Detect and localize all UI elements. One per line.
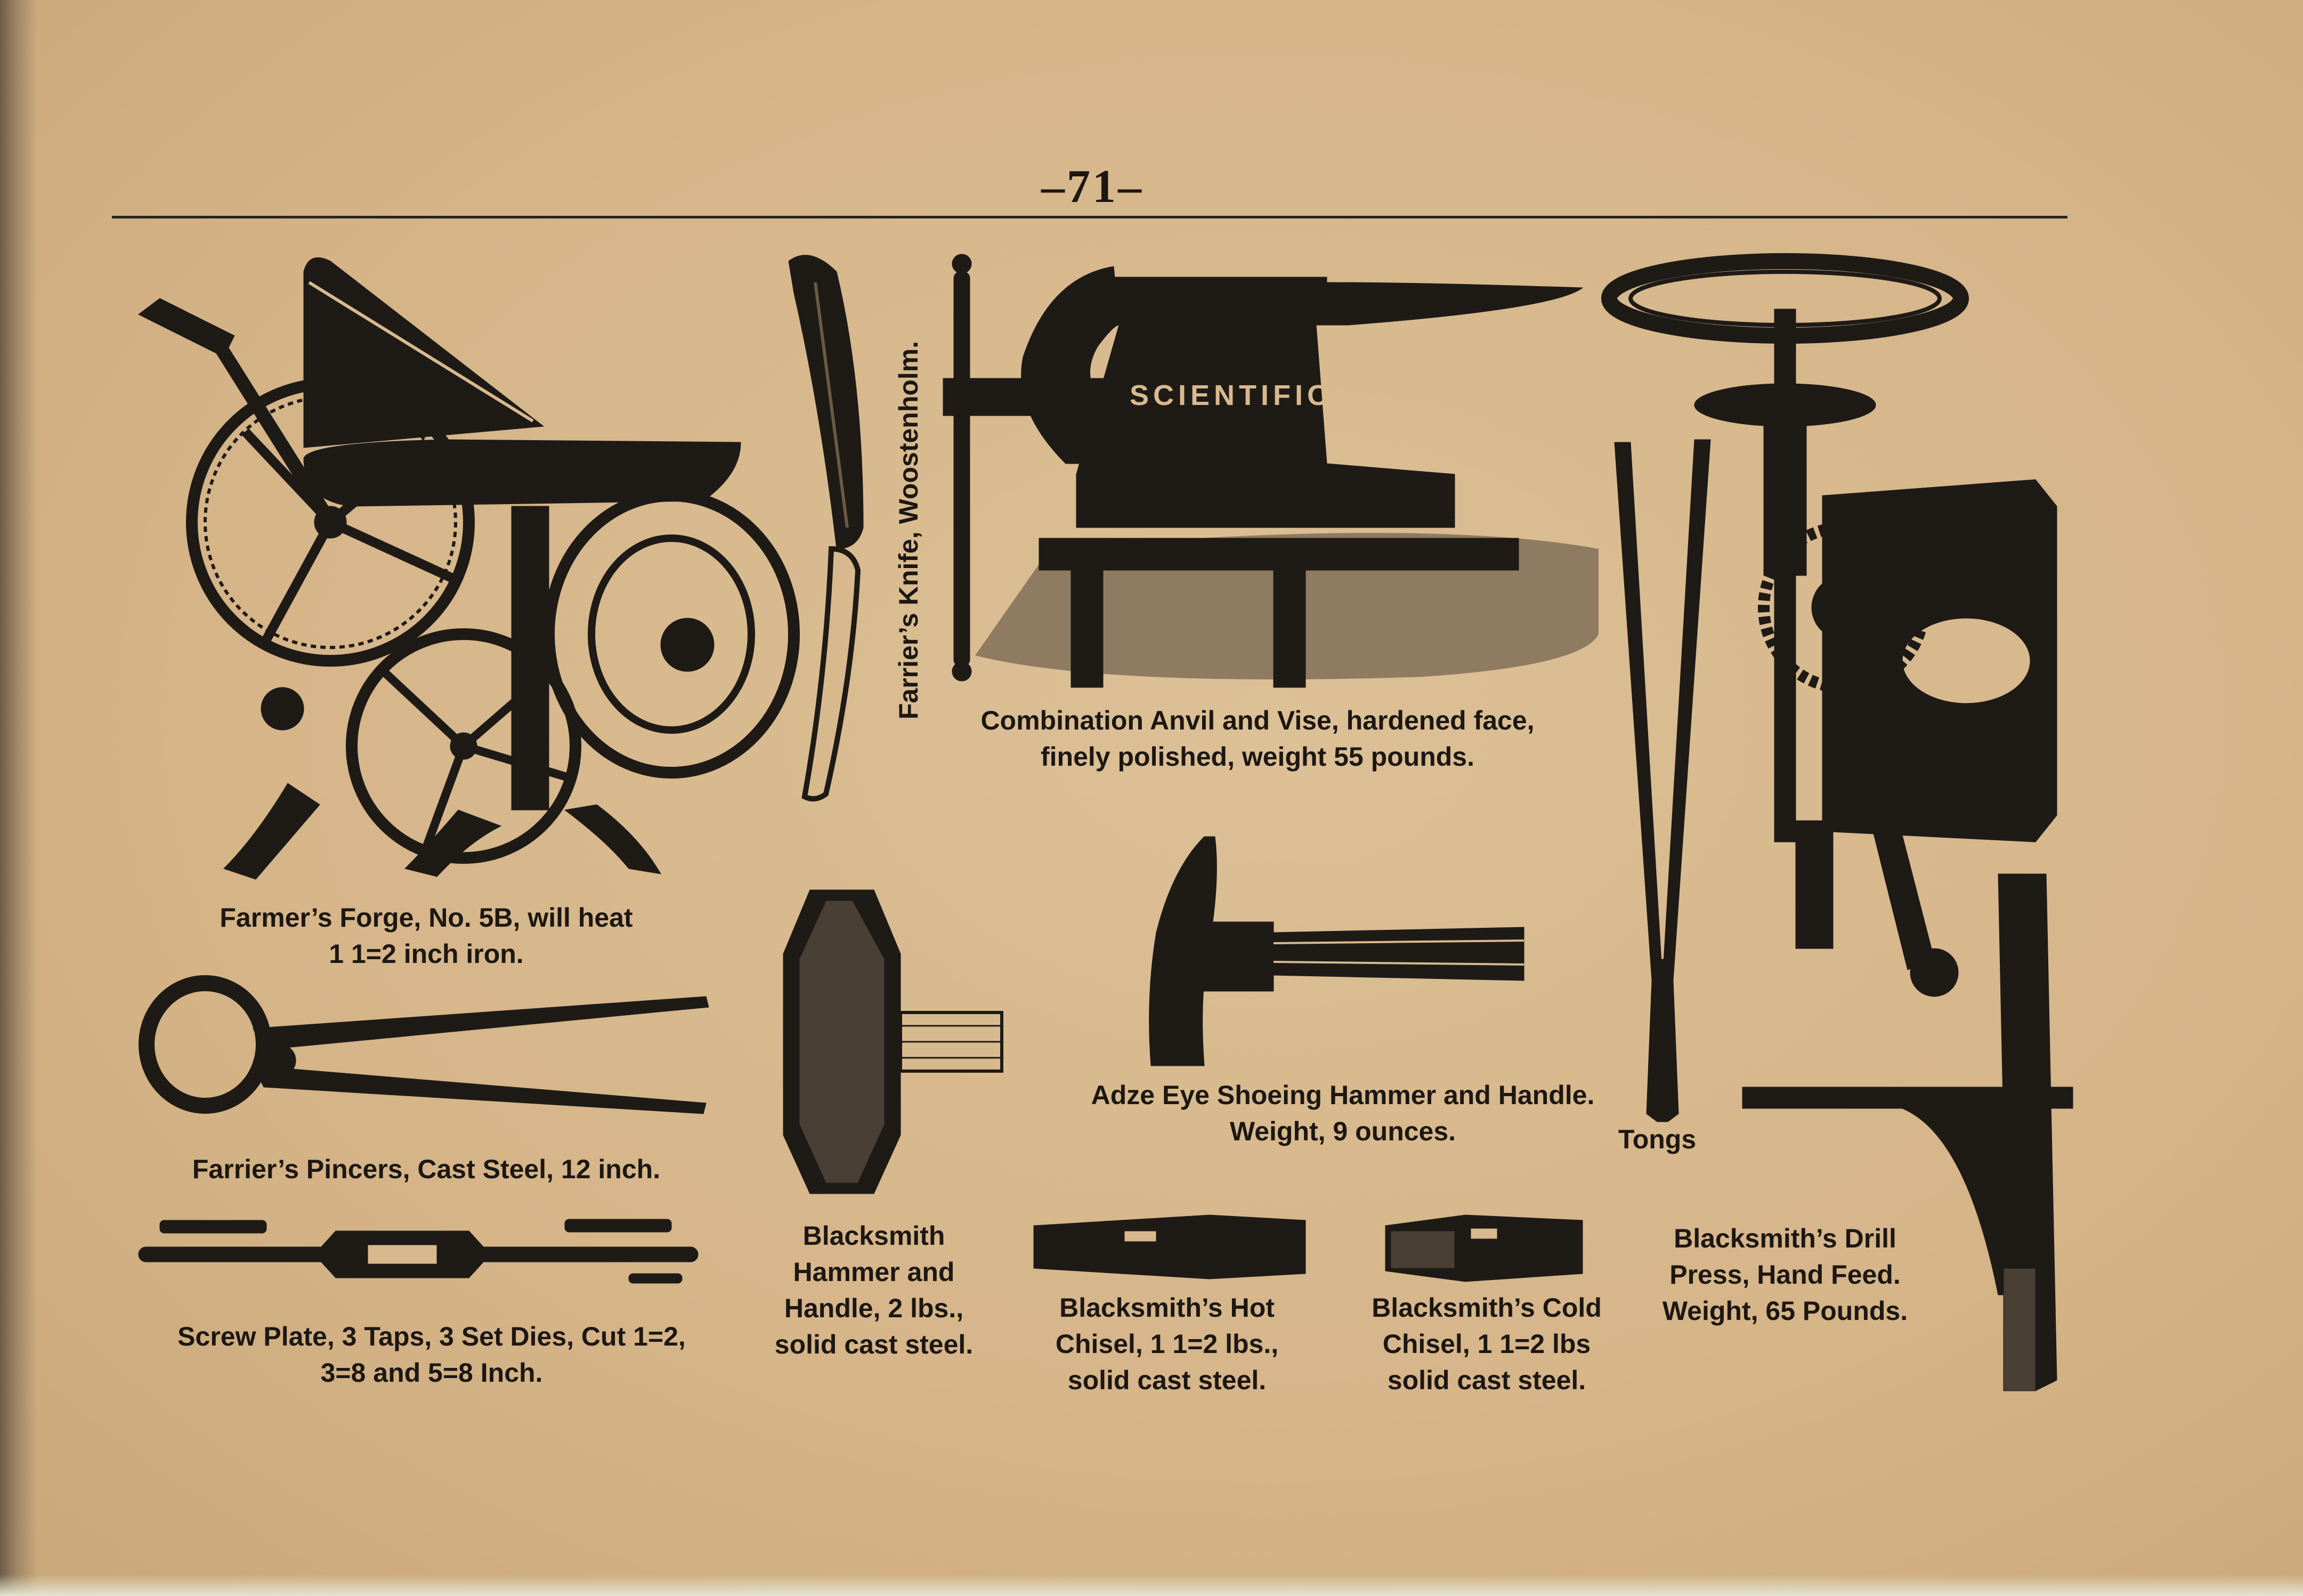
farriers-knife-caption-wrapper — [874, 304, 943, 757]
drill-press-caption-line-2: Press, Hand Feed. — [1669, 1260, 1901, 1290]
screw-plate-caption-line-1: Screw Plate, 3 Taps, 3 Set Dies, Cut 1=2, — [177, 1322, 686, 1351]
anvil-vise-caption-line-2: finely polished, weight 55 pounds. — [1041, 742, 1474, 772]
farriers-pincers-caption-text: Farrier’s Pincers, Cast Steel, 12 inch. — [192, 1154, 661, 1184]
shoeing-hammer-caption-line-2: Weight, 9 ounces. — [1229, 1116, 1456, 1146]
farriers-pincers-caption — [133, 1151, 719, 1187]
farriers-knife-caption: Farrier’s Knife, Woostenholm. — [894, 341, 923, 720]
drill-press-caption — [1620, 1220, 1950, 1329]
header-rule — [112, 216, 2067, 218]
farriers-pincers-illustration — [147, 975, 711, 1146]
hot-chisel-illustration — [1034, 1215, 1311, 1284]
blacksmith-hammer-illustration — [778, 890, 1002, 1194]
hot-chisel-caption-line-1: Blacksmith’s Hot — [1059, 1293, 1275, 1323]
anvil-vise-illustration — [943, 250, 1615, 709]
blacksmith-hammer-caption-line-4: solid cast steel. — [774, 1330, 974, 1359]
book-spine-shadow — [0, 0, 37, 1596]
page-number: –71– — [1041, 161, 1144, 213]
screw-plate-illustration — [139, 1210, 703, 1306]
blacksmith-hammer-caption-line-2: Hammer and — [793, 1257, 955, 1287]
hot-chisel-caption-line-3: solid cast steel. — [1067, 1365, 1267, 1395]
shoeing-hammer-illustration — [1140, 837, 1535, 1076]
farriers-knife-illustration — [773, 250, 879, 810]
cold-chisel-caption-line-2: Chisel, 1 1=2 lbs — [1382, 1329, 1591, 1359]
screw-plate-caption — [123, 1318, 741, 1391]
farmers-forge-caption — [133, 900, 719, 972]
tongs-caption-text: Tongs — [1618, 1124, 1697, 1154]
farmers-forge-caption-line-2: 1 1=2 inch iron. — [329, 939, 524, 969]
anvil-brand-label: SCIENTIFIC — [1129, 379, 1333, 411]
blacksmith-hammer-caption-line-1: Blacksmith — [802, 1221, 945, 1251]
cold-chisel-illustration — [1385, 1215, 1588, 1284]
screw-plate-caption-line-2: 3=8 and 5=8 Inch. — [320, 1358, 543, 1388]
page-bottom-edge — [0, 1575, 2303, 1596]
shoeing-hammer-caption — [1012, 1077, 1673, 1149]
hot-chisel-caption-line-2: Chisel, 1 1=2 lbs., — [1055, 1329, 1279, 1359]
anvil-vise-caption — [927, 702, 1588, 775]
drill-press-caption-line-1: Blacksmith’s Drill — [1674, 1224, 1896, 1253]
cold-chisel-caption-line-3: solid cast steel. — [1387, 1365, 1586, 1395]
blacksmith-hammer-caption — [746, 1218, 1002, 1363]
hot-chisel-caption — [1002, 1290, 1332, 1398]
farmers-forge-caption-line-1: Farmer’s Forge, No. 5B, will heat — [220, 903, 633, 933]
farmers-forge-illustration — [128, 250, 746, 890]
drill-press-caption-line-3: Weight, 65 Pounds. — [1662, 1296, 1908, 1326]
shoeing-hammer-caption-line-1: Adze Eye Shoeing Hammer and Handle. — [1091, 1080, 1595, 1110]
blacksmith-hammer-caption-line-3: Handle, 2 lbs., — [784, 1293, 964, 1323]
cold-chisel-caption-line-1: Blacksmith’s Cold — [1372, 1293, 1602, 1323]
anvil-vise-caption-line-1: Combination Anvil and Vise, hardened face, — [980, 706, 1535, 735]
